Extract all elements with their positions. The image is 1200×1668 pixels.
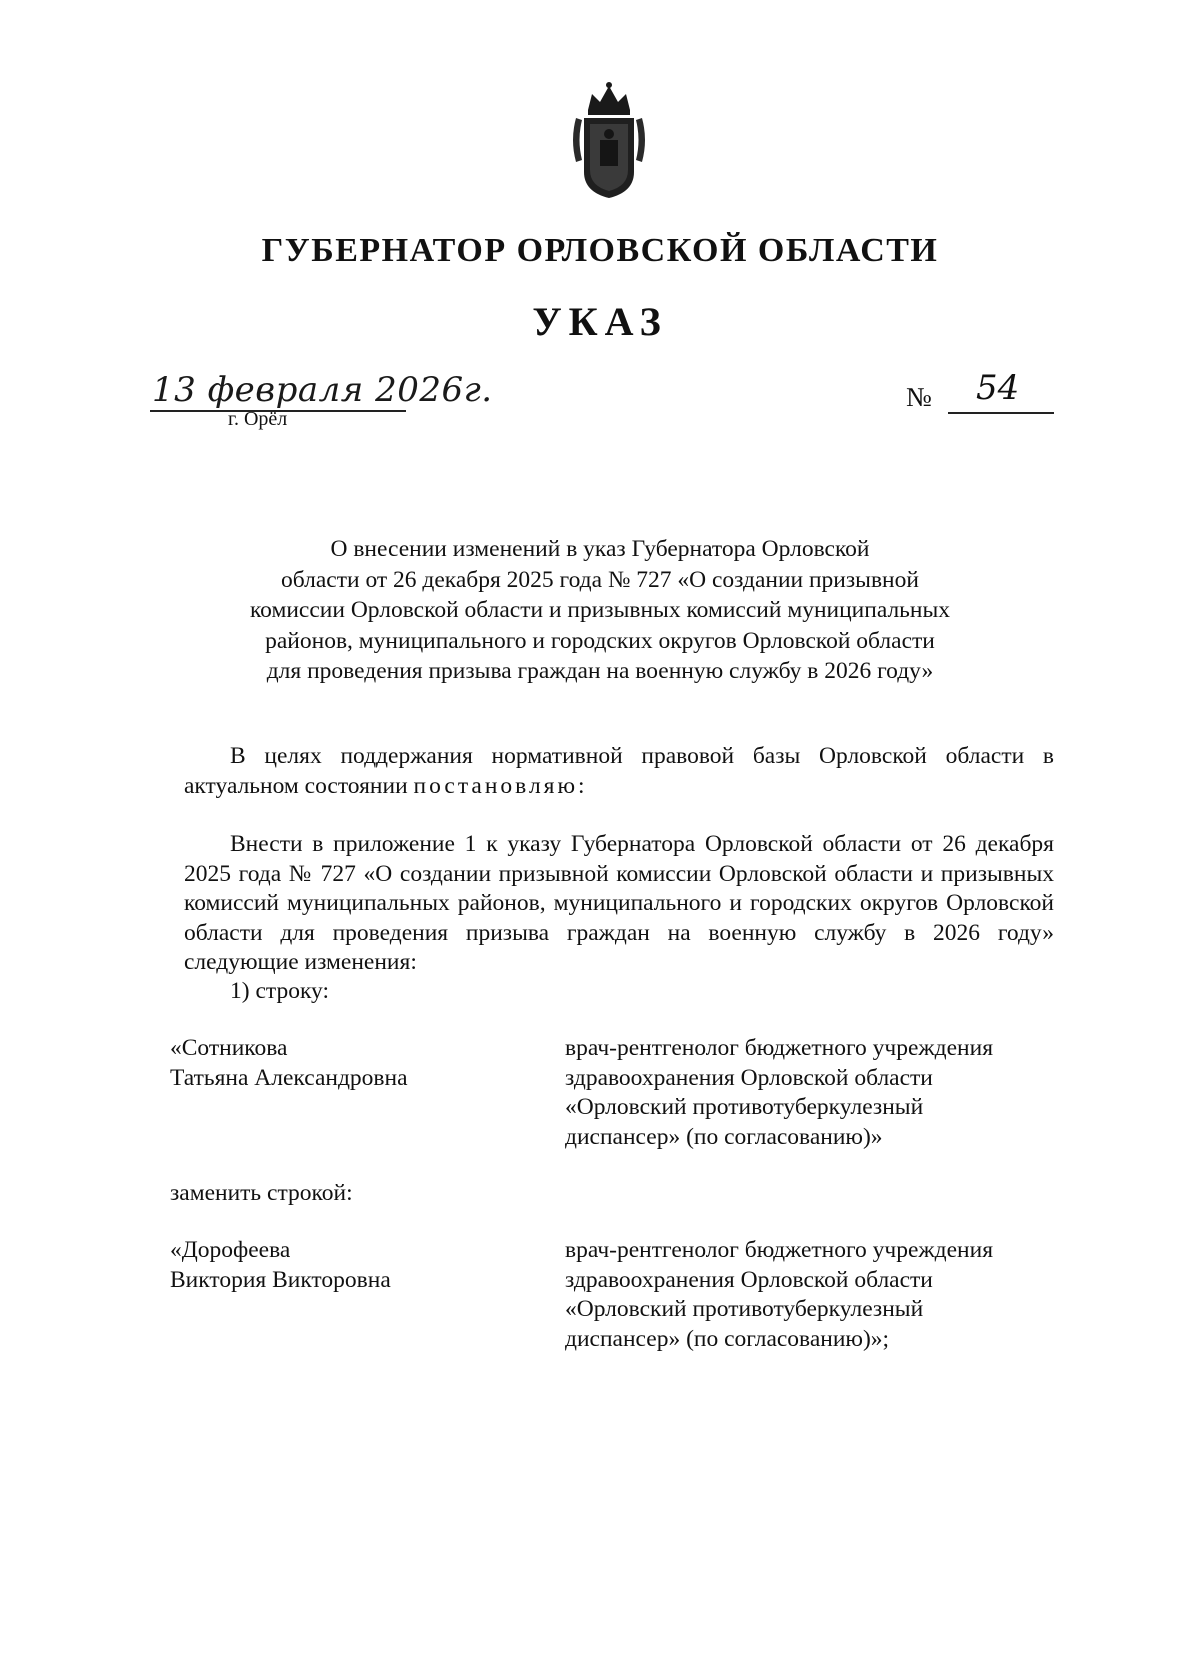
name-line: Татьяна Александровна — [170, 1064, 408, 1091]
subject-line: О внесении изменений в указ Губернатора Орловской — [330, 536, 870, 562]
position-line: здравоохранения Орловской области — [565, 1064, 933, 1091]
new-row-name — [170, 1236, 500, 1295]
preamble-paragraph — [184, 742, 1054, 801]
old-row-position — [565, 1034, 1045, 1152]
preamble-text: В целях поддержания нормативной правовой базы Орловской области в актуальном состоянии — [184, 743, 1054, 799]
document-type: УКАЗ — [532, 299, 668, 344]
position-line: врач-рентгенолог бюджетного учреждения — [565, 1035, 994, 1061]
number-underline — [948, 412, 1054, 414]
decree-subject — [150, 534, 1050, 687]
name-line: «Сотникова — [170, 1035, 288, 1061]
number-sign: № — [906, 382, 932, 412]
subject-line: комиссии Орловской области и призывных комиссий муниципальных — [249, 597, 951, 623]
instruction-paragraph — [184, 830, 1054, 978]
new-row-position — [565, 1236, 1045, 1354]
position-line: «Орловский противотуберкулезный — [565, 1094, 924, 1120]
decree-number: 54 — [976, 368, 1020, 408]
item-1: 1) строку: — [230, 978, 329, 1004]
issue-city: г. Орёл — [228, 408, 288, 430]
instruction-text: Внести в приложение 1 к указу Губернатора Орловской области от 26 декабря 2025 года № 727 «О создании призывной комиссии Орловской области и призывных комиссий муниципальных районов, муниципального и городских округов Орловской области для проведения призыва граждан на военную службу в 2026 году» следующие изменения: — [184, 831, 1054, 975]
position-line: диспансер» (по согласованию)» — [565, 1123, 883, 1150]
old-row-name — [170, 1034, 500, 1093]
decree-word: постановляю: — [413, 772, 588, 799]
decree-date: 13 февраля 2026г. — [152, 370, 493, 410]
position-line: здравоохранения Орловской области — [565, 1266, 933, 1293]
issuing-authority: ГУБЕРНАТОР ОРЛОВСКОЙ ОБЛАСТИ — [261, 232, 939, 269]
position-line: диспансер» (по согласованию)»; — [565, 1325, 890, 1352]
position-line: «Орловский противотуберкулезный — [565, 1296, 924, 1322]
subject-line: районов, муниципального и городских округов Орловской области — [265, 627, 935, 654]
subject-line: области от 26 декабря 2025 года № 727 «О создании призывной — [281, 566, 919, 593]
coat-of-arms-icon — [566, 80, 652, 202]
name-line: Виктория Викторовна — [170, 1266, 391, 1293]
position-line: врач-рентгенолог бюджетного учреждения — [565, 1237, 994, 1263]
name-line: «Дорофеева — [170, 1237, 291, 1263]
subject-line: для проведения призыва граждан на военную службу в 2026 году» — [266, 658, 934, 684]
replace-instruction: заменить строкой: — [170, 1180, 353, 1206]
